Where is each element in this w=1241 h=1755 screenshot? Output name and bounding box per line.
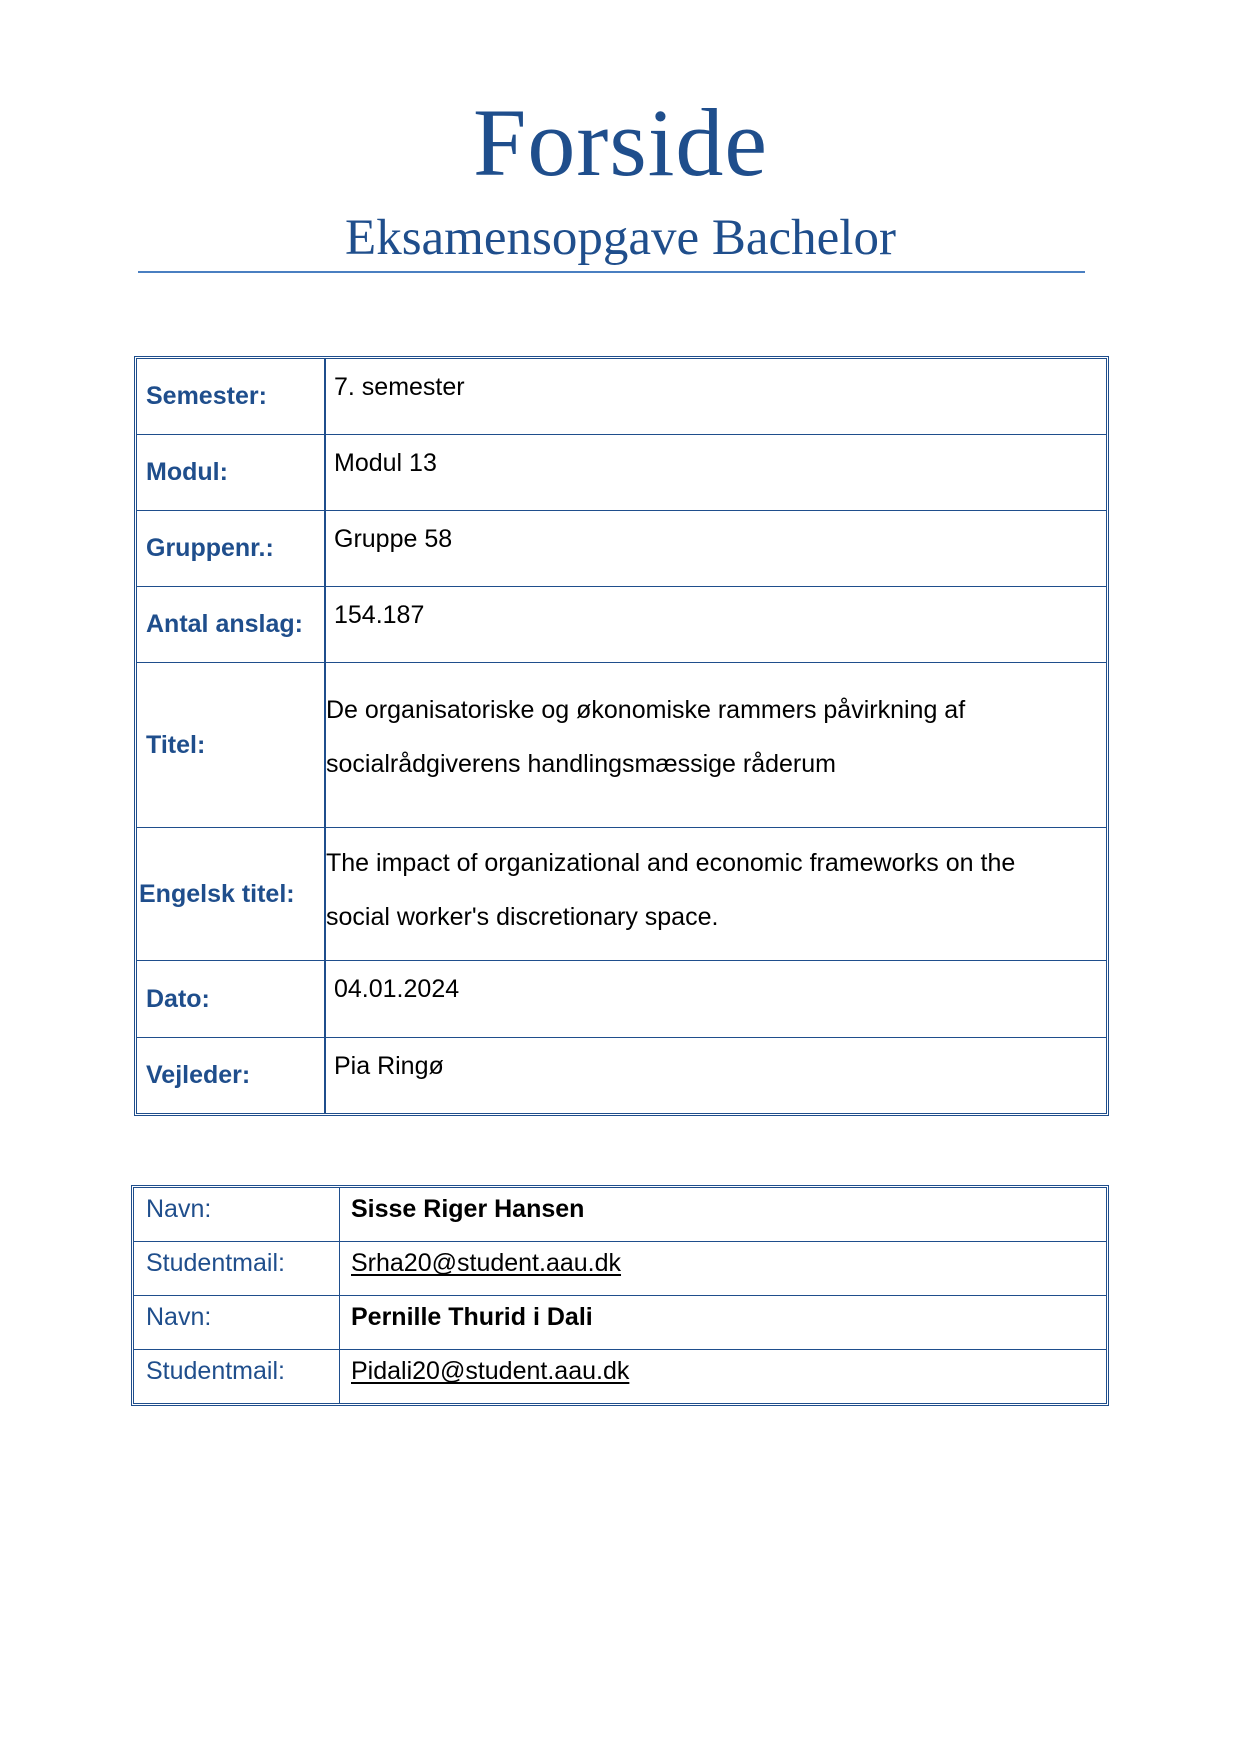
- titel-label: Titel:: [137, 663, 326, 827]
- title-divider: [138, 271, 1085, 273]
- gruppe-value: Gruppe 58: [334, 525, 453, 553]
- page-subtitle: Eksamensopgave Bachelor: [345, 210, 896, 266]
- titel-line-2: socialrådgiverens handlingsmæssige råderum: [326, 750, 836, 778]
- vejleder-label: Vejleder:: [137, 1038, 326, 1113]
- semester-label: Semester:: [137, 359, 326, 434]
- engelsk-titel-value: [326, 828, 1106, 960]
- titel-line-1: De organisatoriske og økonomiske rammers påvirkning af: [326, 696, 966, 724]
- student-2-name-row: [134, 1295, 1106, 1349]
- student-2-mail-label: Studentmail:: [134, 1350, 340, 1403]
- student-1-name: Sisse Riger Hansen: [351, 1195, 585, 1223]
- table-row-gruppe: [137, 510, 1106, 586]
- titel-value: [326, 663, 1106, 827]
- student-1-name-row: [134, 1188, 1106, 1241]
- page-title: Forside: [473, 89, 768, 196]
- anslag-label: Antal anslag:: [137, 587, 326, 662]
- student-1-mail-cell: [340, 1242, 1106, 1295]
- engelsk-titel-line-2: social worker's discretionary space.: [326, 903, 719, 931]
- engelsk-titel-label: Engelsk titel:: [137, 828, 326, 960]
- table-row-titel: [137, 662, 1106, 827]
- dato-value: 04.01.2024: [334, 975, 460, 1003]
- modul-label: Modul:: [137, 435, 326, 510]
- student-2-mail-cell: [340, 1350, 1106, 1403]
- table-row-vejleder: [137, 1037, 1106, 1113]
- modul-value: Modul 13: [334, 449, 437, 477]
- table-row-modul: [137, 434, 1106, 510]
- student-2-mail-row: [134, 1349, 1106, 1403]
- student-1-mail-row: [134, 1241, 1106, 1295]
- student-2-name: Pernille Thurid i Dali: [351, 1303, 593, 1331]
- student-2-name-label: Navn:: [134, 1296, 340, 1349]
- student-table: [131, 1185, 1109, 1406]
- table-row-engelsk-titel: [137, 827, 1106, 960]
- anslag-value: 154.187: [334, 601, 425, 629]
- dato-label: Dato:: [137, 961, 326, 1037]
- engelsk-titel-line-1: The impact of organizational and economic frameworks on the: [326, 849, 1016, 877]
- vejleder-value: Pia Ringø: [334, 1052, 444, 1080]
- student-1-mail-link[interactable]: Srha20@student.aau.dk: [351, 1249, 622, 1277]
- gruppe-label: Gruppenr.:: [137, 511, 326, 586]
- table-row-dato: [137, 960, 1106, 1037]
- student-1-mail-label: Studentmail:: [134, 1242, 340, 1295]
- table-row-semester: [137, 359, 1106, 434]
- exam-info-table: [134, 356, 1109, 1116]
- student-1-name-label: Navn:: [134, 1188, 340, 1241]
- student-2-mail-link[interactable]: Pidali20@student.aau.dk: [351, 1357, 630, 1385]
- table-row-anslag: [137, 586, 1106, 662]
- semester-value: 7. semester: [334, 373, 465, 401]
